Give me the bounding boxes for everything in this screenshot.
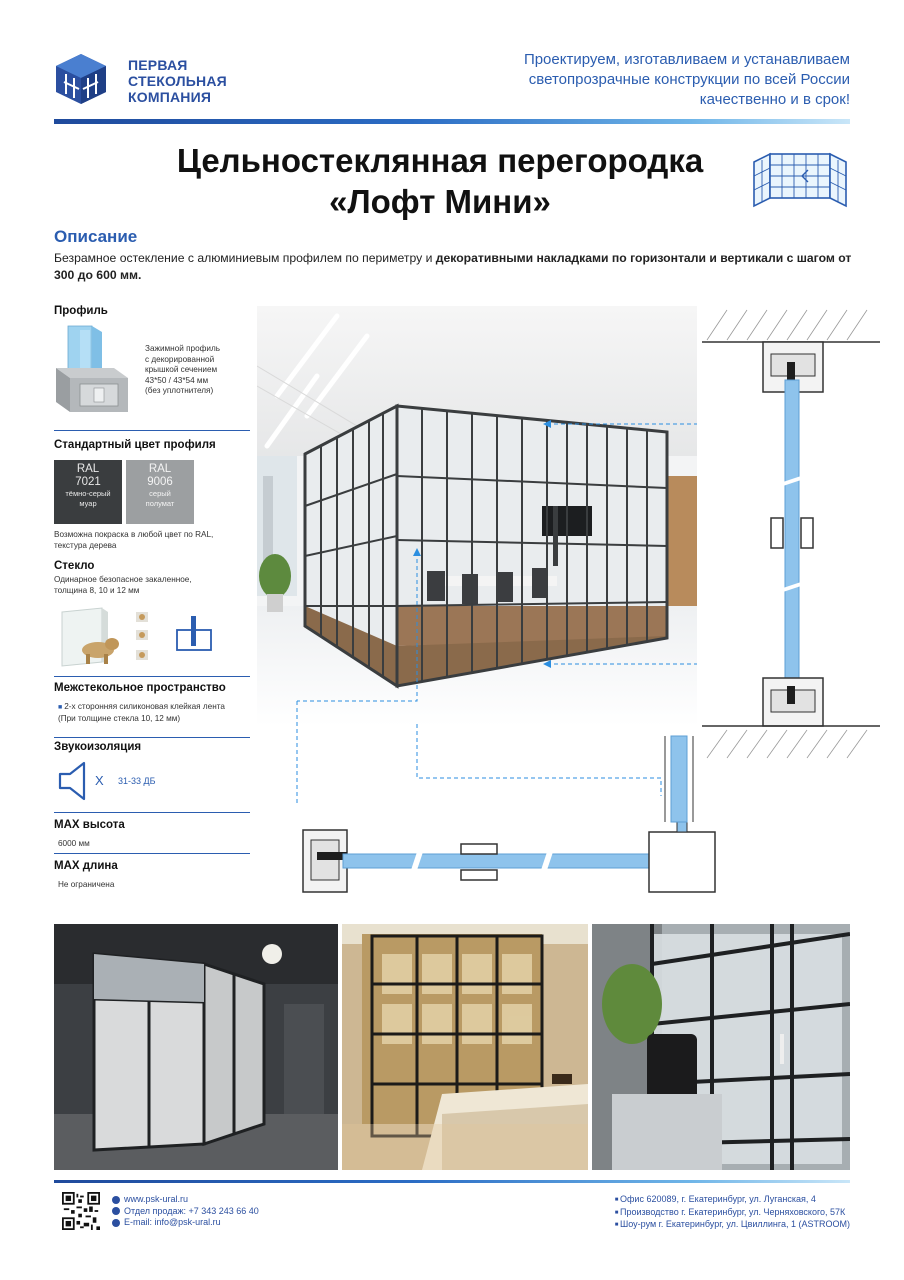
office-partition-photo xyxy=(54,924,338,1170)
divider xyxy=(54,812,250,813)
address-production: ■ Производство г. Екатеринбург, ул. Черняховского, 57К xyxy=(615,1207,850,1220)
colors-note: Возможна покраска в любой цвет по RAL, текстура дерева xyxy=(54,530,214,550)
glass-samples-image xyxy=(58,606,162,668)
sales-phone[interactable]: Отдел продаж: +7 343 243 66 40 xyxy=(124,1205,259,1216)
max-height-title: MAX высота xyxy=(54,819,125,831)
sound-multiplier: X xyxy=(95,773,104,788)
glass-description: Одинарное безопасное закаленное, толщина 8, 10 и 12 мм xyxy=(54,575,192,595)
sound-title: Звукоизоляция xyxy=(54,741,142,753)
profile-description: Зажимной профиль с декорированной крышкой сечением 43*50 / 43*54 мм (без уплотнителя) xyxy=(145,344,220,395)
interglass-description: ■ 2-х сторонняя силиконовая клейкая лента (При толщине стекла 10, 12 мм) xyxy=(58,702,225,723)
company-logo xyxy=(54,52,254,108)
page-title: Цельностеклянная перегородка «Лофт Мини» xyxy=(176,142,704,220)
cabinet-partition-photo xyxy=(592,924,850,1170)
divider xyxy=(54,676,250,677)
bedroom-partition-photo xyxy=(342,924,588,1170)
logo-cube-icon xyxy=(54,52,108,106)
phone-icon xyxy=(112,1207,120,1215)
speaker-icon xyxy=(56,760,92,802)
max-height-value: 6000 мм xyxy=(58,839,90,848)
glass-profile-icon xyxy=(174,614,214,654)
divider xyxy=(54,737,250,738)
footer-addresses xyxy=(615,1194,850,1232)
partition-icon xyxy=(750,152,850,212)
company-name: ПЕРВАЯ СТЕКОЛЬНАЯ КОМПАНИЯ xyxy=(128,57,227,105)
address-office: ■ Офис 620089, г. Екатеринбург, ул. Луганская, 4 xyxy=(615,1194,850,1207)
slogan: Проектируем, изготавливаем и устанавливаем светопрозрачные конструкции по всей России качественно и в срок! xyxy=(523,51,850,108)
globe-icon xyxy=(112,1196,120,1204)
qr-code-icon xyxy=(62,1192,100,1230)
divider xyxy=(54,853,250,854)
ral-9006-swatch: RAL 9006 серый полумат xyxy=(126,460,194,524)
description-heading: Описание xyxy=(54,227,138,246)
header-divider xyxy=(54,119,850,124)
colors-title: Стандартный цвет профиля xyxy=(54,439,216,451)
address-showroom: ■ Шоу-рум г. Екатеринбург, ул. Цвиллинга, 1 (ASTROOM) xyxy=(615,1219,850,1232)
max-length-title: MAX длина xyxy=(54,860,118,872)
footer-divider xyxy=(54,1180,850,1183)
mail-icon xyxy=(112,1219,120,1227)
ral-7021-swatch: RAL 7021 тёмно-серый муар xyxy=(54,460,122,524)
profile-title: Профиль xyxy=(54,305,108,317)
interglass-title: Межстекольное пространство xyxy=(54,682,226,694)
max-length-value: Не ограничена xyxy=(58,880,115,889)
sound-value: 31-33 ДБ xyxy=(118,776,156,786)
technical-drawings xyxy=(257,306,881,900)
glass-title: Стекло xyxy=(54,560,95,572)
profile-section-image xyxy=(54,324,134,414)
description-text: Безрамное остекление с алюминиевым профилем по периметру и декоративными накладками по горизонтали и вертикали с шагом от 300 до 600 мм. xyxy=(54,251,852,282)
email-link[interactable]: E-mail: info@psk-ural.ru xyxy=(124,1217,221,1227)
divider xyxy=(54,430,250,431)
website-link[interactable]: www.psk-ural.ru xyxy=(124,1194,189,1204)
footer-contacts xyxy=(112,1194,259,1229)
